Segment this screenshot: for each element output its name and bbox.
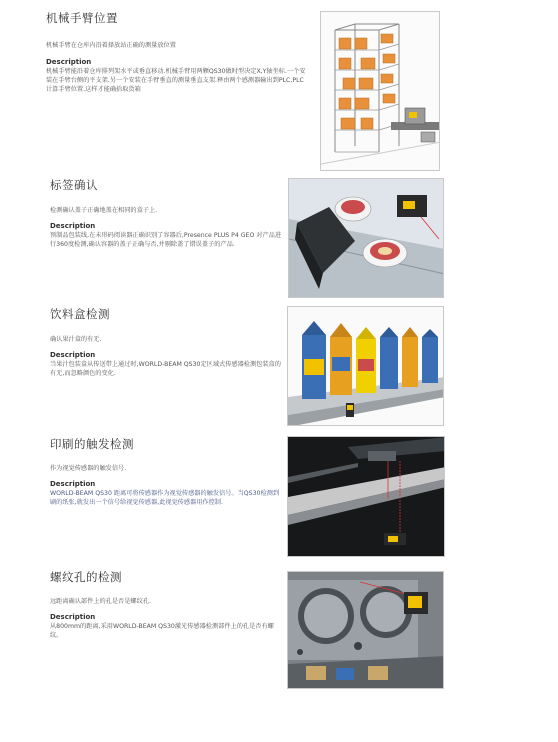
section-title: 螺纹孔的检测: [50, 570, 122, 584]
description-label: Description: [50, 351, 96, 359]
juice-carton-image: [287, 306, 444, 426]
threaded-hole-image: [287, 571, 444, 689]
section-title: 机械手臂位置: [46, 11, 118, 25]
description-text: 当果汁包装盒从传送带上通过时,WORLD-BEAM QS30定区域式传感器检测包装盒的有无,而忽略颜色的变化.: [50, 361, 281, 377]
description-text: 从800mm的距离,采用WORLD-BEAM QS30激光传感器检测部件上的孔是否有螺纹。: [50, 623, 274, 639]
description-text: WORLD-BEAM QS30 距离可将传感器作为视觉传感器的触发信号。当QS30检测到刷的纸张,就发出一个信号给视觉传感器,此视觉传感器用作控制.: [50, 490, 280, 506]
section-summary: 确认果汁盒的有无.: [50, 336, 102, 343]
section-summary: 作为视觉传感器的触发信号.: [50, 465, 127, 472]
description-text: 机械手臂能沿着仓库排列架水平或垂直移动.机械手臂用两颗QS30做时型决定X,Y轴坐标.一个安装在手臂台侧的平支架.另一个安装在手臂垂直的测量垂直支架.释由两个感测器输出到PLC,PLC计算手臂位置.这样才能确拾取货箱: [46, 68, 306, 93]
description-label: Description: [50, 613, 96, 621]
description-label: Description: [50, 222, 96, 230]
label-verification-image: [288, 178, 444, 298]
section-title: 标签确认: [50, 178, 98, 192]
print-trigger-image: [287, 436, 445, 557]
warehouse-robot-image: [320, 11, 440, 171]
section-summary: 远距离确认部件上的孔是否是螺纹孔.: [50, 598, 151, 605]
section-title: 印刷的触发检测: [50, 437, 134, 451]
section-summary: 检测确认盖子正确地盖在相同的盒子上.: [50, 207, 158, 214]
description-label: Description: [50, 480, 96, 488]
description-label: Description: [46, 58, 92, 66]
description-text: 预制品包装线,在未形码阅读器正确识别了容器后,Presence PLUS P4 GEO 对产品进行360度检测,确认容器的盖子正确与否,并剔除盖了错误盖子的产品.: [50, 232, 282, 248]
section-title: 饮料盒检测: [50, 307, 110, 321]
section-summary: 机械手臂在仓库内沿着择放站正确的测量放位置: [46, 42, 176, 49]
